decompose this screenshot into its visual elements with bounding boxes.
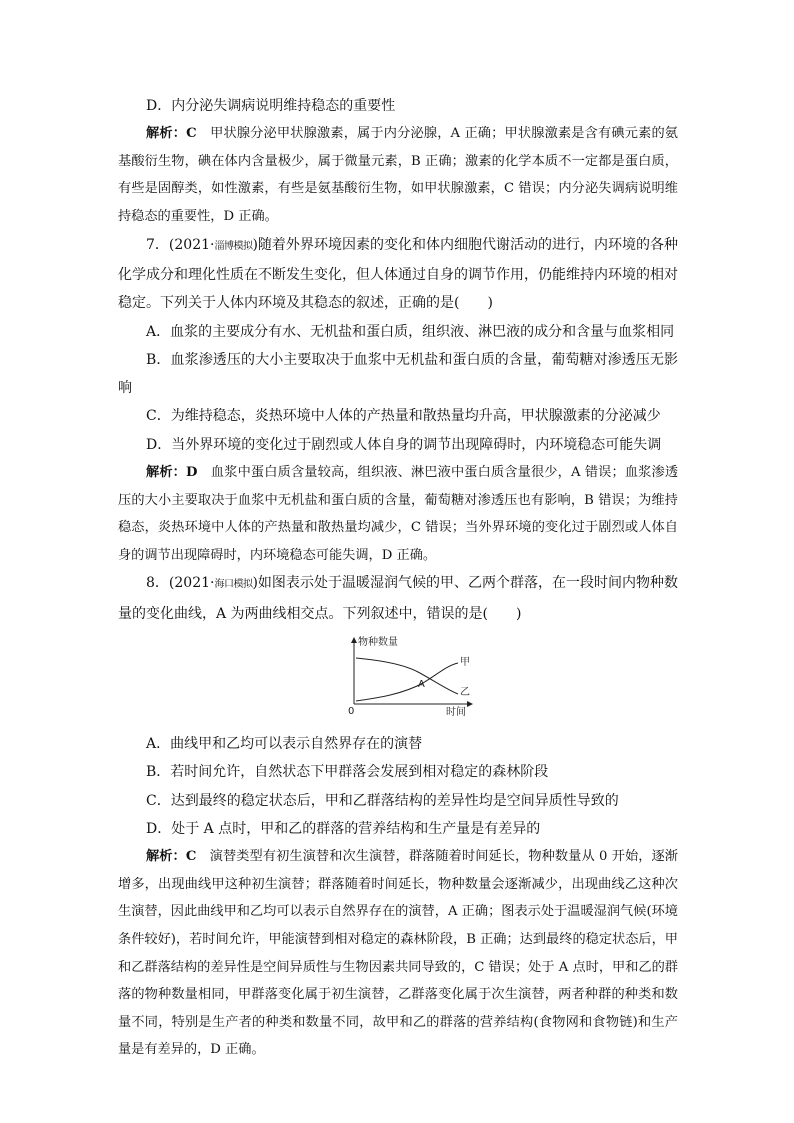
curve-jia-label: 甲 xyxy=(460,657,470,669)
curve-yi-label: 乙 xyxy=(460,687,470,699)
q8-option-c: C．达到最终的稳定状态后，甲和乙群落结构的差异性均是空间异质性导致的 xyxy=(146,792,619,809)
y-axis-label: 物种数量 xyxy=(358,637,398,649)
q8-option-d: D．处于 A 点时，甲和乙的群落的营养结构和生产量是有差异的 xyxy=(146,820,541,837)
q8-stem xyxy=(118,569,678,628)
explanation-text: 演替类型有初生演替和次生演替，群落随着时间延长，物种数量从 0 开始，逐渐增多，出现曲线甲这种初生演替；群落随着时间延长，物种数量会逐渐减少，出现曲线乙这种次生演替，因此曲线甲和乙均可以表示自然界存在的演替，A 正确；图表示处于温暖湿润气候(环境条件较好)，若时间允许，甲能演替到相对稳定的森林阶段，B 正确；达到最终的稳定状态后，甲和乙群落结构的差异性是空间异质性与生物因素共同导致的，C 错误；处于 A 点时，甲和乙的群落的物种数量相同，甲群落变化属于初生演替，乙群落变化属于次生演替，两者种群的种类和数量不同，特别是生产者的种类和数量不同，故甲和乙的群落的营养结构(食物网和食物链)和生产量是有差异的，D 正确。 xyxy=(118,849,678,1058)
question-stem: )如图表示处于温暖湿润气候的甲、乙两个群落，在一段时间内物种数量的变化曲线，A 为两曲线相交点。下列叙述中，错误的是( ) xyxy=(118,575,678,622)
q6-option-d: D．内分泌失调病说明维持稳态的重要性 xyxy=(146,98,396,114)
q8-option-a: A．曲线甲和乙均可以表示自然界存在的演替 xyxy=(146,736,423,753)
q7-option-d: D．当外界环境的变化过于剧烈或人体自身的调节出现障碍时，内环境稳态可能失调 xyxy=(146,436,662,453)
q8-explanation xyxy=(118,843,678,1064)
origin-label: 0 xyxy=(348,706,355,717)
q7-explanation xyxy=(118,459,678,569)
q8-option-b: B．若时间允许，自然状态下甲群落会发展到相对稳定的森林阶段 xyxy=(146,764,549,781)
page-content xyxy=(118,92,678,1064)
q7-option-c: C．为维持稳态，炎热环境中人体的产热量和散热量均升高，甲状腺激素的分泌减少 xyxy=(146,408,661,425)
x-axis-label: 时间 xyxy=(446,707,466,717)
question-number: 7．(2021· xyxy=(146,236,215,253)
q6-explanation xyxy=(118,120,678,230)
explanation-label: 解析：C xyxy=(146,126,197,142)
curve-jia xyxy=(356,663,458,701)
question-number: 8．(2021· xyxy=(146,575,215,592)
explanation-text: 甲状腺分泌甲状腺激素，属于内分泌腺，A 正确；甲状腺激素是含有碘元素的氨基酸衍生物，碘在体内含量极少，属于微量元素，B 正确；激素的化学本质不一定都是蛋白质，有些是固醇类，如性激素，有些是氨基酸衍生物，如甲状腺激素，C 错误；内分泌失调病说明维持稳态的重要性，D 正确。 xyxy=(118,126,678,225)
q7-option-a: A．血浆的主要成分有水、无机盐和蛋白质，组织液、淋巴液的成分和含量与血浆相同 xyxy=(146,323,675,340)
succession-diagram xyxy=(348,634,508,716)
question-source: 淄博模拟 xyxy=(214,240,253,252)
question-source: 海口模拟 xyxy=(214,579,253,591)
explanation-label: 解析：C xyxy=(146,849,197,865)
succession-figure xyxy=(118,634,678,724)
explanation-label: 解析：D xyxy=(146,465,198,481)
question-stem: )随着外界环境因素的变化和体内细胞代谢活动的进行，内环境的各种化学成分和理化性质在不断发生变化，但人体通过自身的调节作用，仍能维持内环境的相对稳定。下列关于人体内环境及其稳态的叙述，正确的是( ) xyxy=(118,236,678,312)
intersection-label: A xyxy=(418,679,425,691)
curve-yi xyxy=(356,658,458,694)
q7-stem xyxy=(118,231,678,318)
explanation-text: 血浆中蛋白质含量较高，组织液、淋巴液中蛋白质含量很少，A 错误；血浆渗透压的大小主要取决于血浆中无机盐和蛋白质的含量，葡萄糖对渗透压也有影响，B 错误；为维持稳态，炎热环境中人体的产热量和散热量均减少，C 错误；当外界环境的变化过于剧烈或人体自身的调节出现障碍时，内环境稳态可能失调，D 正确。 xyxy=(118,465,679,563)
q7-option-b: B．血浆渗透压的大小主要取决于血浆中无机盐和蛋白质的含量，葡萄糖对渗透压无影响 xyxy=(118,351,678,397)
